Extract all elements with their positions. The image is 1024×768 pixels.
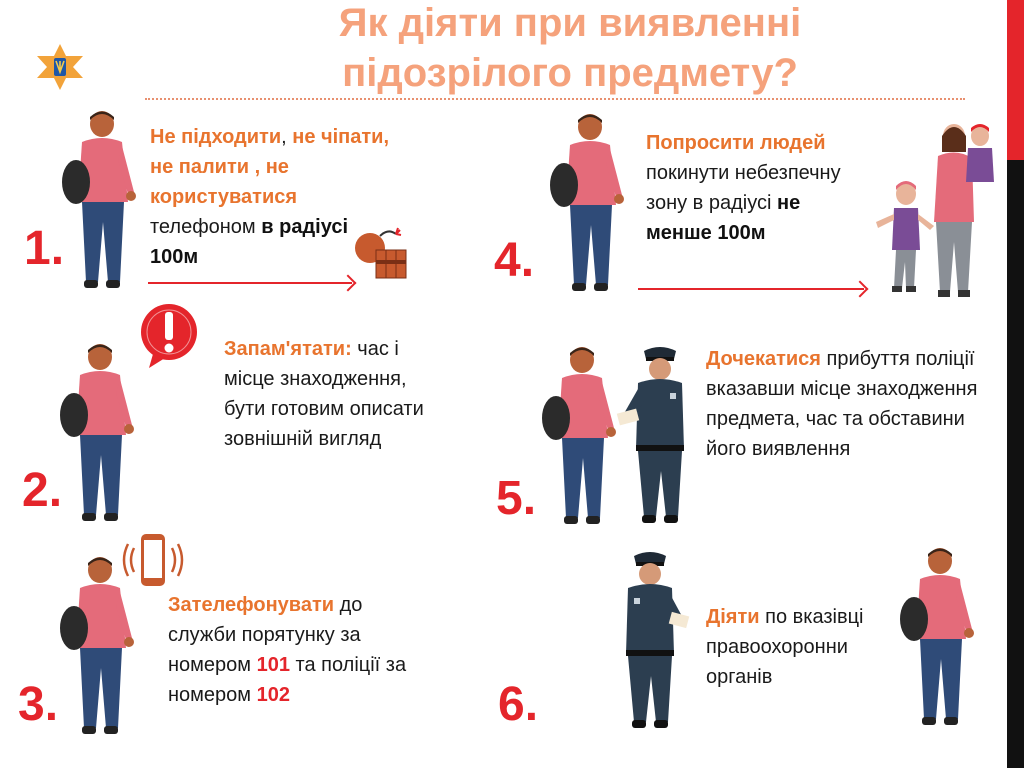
- step-text: [224, 334, 444, 454]
- step-number: 6.: [498, 678, 539, 731]
- person-figure: [58, 345, 148, 530]
- step-number: 4.: [494, 234, 535, 287]
- step-text: [706, 602, 896, 692]
- step-number: 5.: [496, 472, 537, 525]
- bomb-icon: [350, 226, 410, 287]
- arrow-icon: [638, 288, 864, 290]
- step-text-part: покинути небезпечну зону в радіусі: [646, 162, 841, 214]
- step-text-part: Дочекатися: [706, 348, 821, 370]
- step-text: [646, 128, 856, 248]
- person-figure: [548, 115, 638, 300]
- step-text-part: по вказівці правоохоронни органів: [706, 606, 864, 688]
- step-text-part: Попросити людей: [646, 132, 826, 154]
- arrow-icon: [148, 282, 352, 284]
- step-number: 1.: [24, 222, 65, 275]
- side-bar-red: [1007, 0, 1024, 160]
- step-text-part: прибуття поліції вказавши місце знаходження предмета, час та обставини його виявлення: [706, 348, 978, 460]
- emblem-icon: [35, 42, 85, 92]
- step-text-part: не чіпати, не палити , не користуватися: [150, 126, 390, 208]
- page-title-line1: Як діяти при виявленні: [338, 1, 802, 45]
- step-text: [706, 344, 996, 464]
- title-divider: [145, 98, 965, 100]
- step-text-part: телефоном: [150, 216, 262, 238]
- step-text-part: час і місце знаходження, бути готовим описати зовнішній вигляд: [224, 338, 424, 450]
- side-bar-black: [1007, 160, 1024, 768]
- step-number: 3.: [18, 678, 59, 731]
- step-text-part: Запам'ятати:: [224, 338, 352, 360]
- step-text-part: в радіусі 100м: [150, 216, 348, 268]
- step-text-part: Діяти: [706, 606, 760, 628]
- step-text-part: 102: [256, 684, 290, 706]
- family-figure: [868, 122, 1008, 305]
- police-officer-figure: [608, 550, 688, 737]
- step-text-part: та поліції за номером: [168, 654, 407, 706]
- step-text-part: не менше 100м: [646, 192, 801, 244]
- person-figure: [60, 112, 150, 297]
- police-officer-figure: [618, 345, 698, 532]
- step-text-part: 101: [256, 654, 290, 676]
- step-text: [168, 590, 428, 710]
- step-text-part: до служби порятунку за номером: [168, 594, 363, 676]
- page-title-line2: підозрілого предмету?: [342, 51, 798, 95]
- person-figure: [898, 548, 988, 735]
- step-number: 2.: [22, 464, 63, 517]
- person-figure: [58, 558, 148, 743]
- step-text-part: Зателефонувати: [168, 594, 335, 616]
- person-figure: [540, 348, 630, 533]
- step-text-part: Не підходити: [150, 126, 282, 148]
- step-text-part: ,: [281, 126, 293, 148]
